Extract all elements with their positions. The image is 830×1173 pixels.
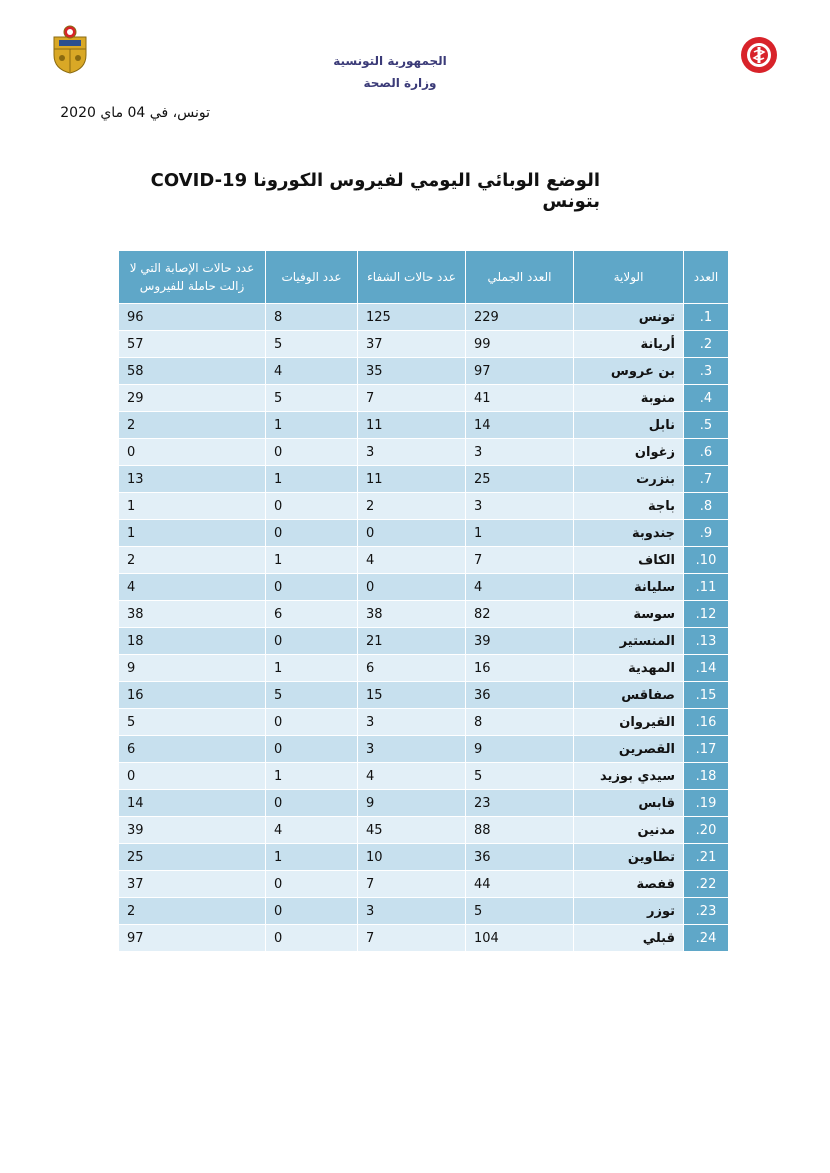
cell-deaths: 1	[266, 547, 358, 574]
cell-recovered: 3	[358, 709, 466, 736]
cell-active: 25	[119, 844, 266, 871]
cell-total: 41	[466, 385, 574, 412]
cell-total: 229	[466, 304, 574, 331]
header-recovered: عدد حالات الشفاء	[358, 251, 466, 304]
cell-index: 13.	[684, 628, 729, 655]
table-row	[119, 493, 729, 520]
header-total: العدد الجملي	[466, 251, 574, 304]
cell-total: 88	[466, 817, 574, 844]
cell-deaths: 1	[266, 844, 358, 871]
cell-total: 5	[466, 763, 574, 790]
cell-index: 14.	[684, 655, 729, 682]
cell-deaths: 5	[266, 331, 358, 358]
table-row	[119, 520, 729, 547]
cell-active: 2	[119, 547, 266, 574]
cell-recovered: 3	[358, 439, 466, 466]
cell-total: 39	[466, 628, 574, 655]
table-row	[119, 385, 729, 412]
cell-total: 4	[466, 574, 574, 601]
cell-active: 58	[119, 358, 266, 385]
cell-total: 9	[466, 736, 574, 763]
cell-governorate: نابل	[574, 412, 684, 439]
cell-recovered: 11	[358, 412, 466, 439]
table-header-row	[119, 251, 729, 304]
cell-governorate: جندوبة	[574, 520, 684, 547]
cell-recovered: 45	[358, 817, 466, 844]
cell-recovered: 11	[358, 466, 466, 493]
cell-deaths: 0	[266, 736, 358, 763]
cell-governorate: سليانة	[574, 574, 684, 601]
cell-governorate: المهدية	[574, 655, 684, 682]
table-row	[119, 304, 729, 331]
cell-active: 4	[119, 574, 266, 601]
cell-deaths: 4	[266, 817, 358, 844]
cell-governorate: سيدي بوزيد	[574, 763, 684, 790]
cell-deaths: 5	[266, 682, 358, 709]
cell-deaths: 0	[266, 520, 358, 547]
cell-index: 16.	[684, 709, 729, 736]
cell-total: 44	[466, 871, 574, 898]
cell-index: 17.	[684, 736, 729, 763]
cell-recovered: 38	[358, 601, 466, 628]
cell-index: 20.	[684, 817, 729, 844]
cell-deaths: 1	[266, 763, 358, 790]
cell-recovered: 15	[358, 682, 466, 709]
cell-active: 1	[119, 520, 266, 547]
cell-governorate: تونس	[574, 304, 684, 331]
cell-recovered: 2	[358, 493, 466, 520]
cell-active: 5	[119, 709, 266, 736]
table-row	[119, 547, 729, 574]
cell-active: 14	[119, 790, 266, 817]
cell-governorate: زغوان	[574, 439, 684, 466]
cell-total: 14	[466, 412, 574, 439]
ministry-health-logo-icon	[740, 36, 778, 74]
cell-total: 25	[466, 466, 574, 493]
cell-active: 13	[119, 466, 266, 493]
table-row	[119, 790, 729, 817]
table-row	[119, 682, 729, 709]
cell-total: 5	[466, 898, 574, 925]
cell-deaths: 0	[266, 439, 358, 466]
table-row	[119, 871, 729, 898]
cell-recovered: 3	[358, 898, 466, 925]
cell-recovered: 0	[358, 574, 466, 601]
cell-recovered: 21	[358, 628, 466, 655]
cell-index: 23.	[684, 898, 729, 925]
cell-deaths: 0	[266, 709, 358, 736]
table-row	[119, 628, 729, 655]
cell-deaths: 0	[266, 574, 358, 601]
table-row	[119, 574, 729, 601]
cell-index: 11.	[684, 574, 729, 601]
cell-recovered: 37	[358, 331, 466, 358]
cell-active: 38	[119, 601, 266, 628]
ministry-name: وزارة الصحة	[363, 76, 437, 90]
cell-deaths: 4	[266, 358, 358, 385]
header-index: العدد	[684, 251, 729, 304]
table-row	[119, 844, 729, 871]
cell-index: 2.	[684, 331, 729, 358]
cell-recovered: 4	[358, 547, 466, 574]
cell-deaths: 0	[266, 493, 358, 520]
cell-deaths: 6	[266, 601, 358, 628]
cell-recovered: 9	[358, 790, 466, 817]
cell-deaths: 0	[266, 898, 358, 925]
cell-index: 15.	[684, 682, 729, 709]
cell-active: 39	[119, 817, 266, 844]
cell-total: 36	[466, 844, 574, 871]
cell-deaths: 8	[266, 304, 358, 331]
cell-total: 36	[466, 682, 574, 709]
cell-index: 6.	[684, 439, 729, 466]
cell-index: 3.	[684, 358, 729, 385]
cell-recovered: 35	[358, 358, 466, 385]
page-title: الوضع الوبائي اليومي لفيروس الكورونا COVID-19 بتونس	[150, 170, 600, 212]
cell-total: 3	[466, 493, 574, 520]
cell-index: 8.	[684, 493, 729, 520]
cell-recovered: 10	[358, 844, 466, 871]
table-row	[119, 412, 729, 439]
table-row	[119, 358, 729, 385]
header-deaths: عدد الوفيات	[266, 251, 358, 304]
cell-governorate: بنزرت	[574, 466, 684, 493]
cell-deaths: 5	[266, 385, 358, 412]
cell-total: 82	[466, 601, 574, 628]
header-active: عدد حالات الإصابة التي لا زالت حاملة للفيروس	[119, 251, 266, 304]
tunisia-coat-of-arms-icon	[50, 25, 90, 75]
cell-index: 9.	[684, 520, 729, 547]
cell-index: 4.	[684, 385, 729, 412]
cell-total: 7	[466, 547, 574, 574]
cell-active: 37	[119, 871, 266, 898]
government-header	[300, 50, 480, 94]
table-row	[119, 925, 729, 952]
cell-governorate: تطاوين	[574, 844, 684, 871]
cell-index: 19.	[684, 790, 729, 817]
cell-active: 97	[119, 925, 266, 952]
table-row	[119, 898, 729, 925]
table-row	[119, 817, 729, 844]
cell-index: 5.	[684, 412, 729, 439]
cell-recovered: 0	[358, 520, 466, 547]
cell-deaths: 0	[266, 925, 358, 952]
cell-index: 18.	[684, 763, 729, 790]
cell-governorate: توزر	[574, 898, 684, 925]
cell-governorate: قابس	[574, 790, 684, 817]
table-row	[119, 601, 729, 628]
cell-index: 1.	[684, 304, 729, 331]
cell-deaths: 1	[266, 655, 358, 682]
cell-active: 96	[119, 304, 266, 331]
cell-governorate: الكاف	[574, 547, 684, 574]
cell-deaths: 1	[266, 412, 358, 439]
cell-deaths: 0	[266, 628, 358, 655]
cell-recovered: 125	[358, 304, 466, 331]
cell-governorate: مدنين	[574, 817, 684, 844]
cell-active: 16	[119, 682, 266, 709]
table-row	[119, 331, 729, 358]
table-body	[119, 304, 729, 952]
cell-governorate: منوبة	[574, 385, 684, 412]
cell-governorate: المنستير	[574, 628, 684, 655]
table-row	[119, 709, 729, 736]
table-row	[119, 655, 729, 682]
cell-index: 10.	[684, 547, 729, 574]
cell-recovered: 7	[358, 385, 466, 412]
cell-recovered: 7	[358, 925, 466, 952]
cell-governorate: صفاقس	[574, 682, 684, 709]
cell-active: 1	[119, 493, 266, 520]
cell-index: 12.	[684, 601, 729, 628]
cell-governorate: قبلي	[574, 925, 684, 952]
table-row	[119, 466, 729, 493]
cell-active: 2	[119, 412, 266, 439]
cell-total: 23	[466, 790, 574, 817]
cell-total: 1	[466, 520, 574, 547]
cell-total: 99	[466, 331, 574, 358]
cell-active: 0	[119, 439, 266, 466]
cell-governorate: قفصة	[574, 871, 684, 898]
cell-recovered: 3	[358, 736, 466, 763]
cell-governorate: القصرين	[574, 736, 684, 763]
document-date: تونس، في 04 ماي 2020	[60, 105, 210, 121]
cell-total: 97	[466, 358, 574, 385]
cell-governorate: أريانة	[574, 331, 684, 358]
cell-active: 57	[119, 331, 266, 358]
country-name: الجمهورية التونسية	[333, 54, 447, 68]
table-row	[119, 439, 729, 466]
cell-index: 22.	[684, 871, 729, 898]
cell-active: 18	[119, 628, 266, 655]
cell-active: 9	[119, 655, 266, 682]
cell-recovered: 6	[358, 655, 466, 682]
cell-total: 8	[466, 709, 574, 736]
cell-total: 3	[466, 439, 574, 466]
cell-total: 16	[466, 655, 574, 682]
cell-governorate: سوسة	[574, 601, 684, 628]
header-governorate: الولاية	[574, 251, 684, 304]
cell-governorate: باجة	[574, 493, 684, 520]
cell-active: 6	[119, 736, 266, 763]
cell-recovered: 7	[358, 871, 466, 898]
table-row	[119, 736, 729, 763]
cell-total: 104	[466, 925, 574, 952]
cell-index: 24.	[684, 925, 729, 952]
covid-stats-table-container	[118, 250, 728, 952]
cell-index: 21.	[684, 844, 729, 871]
cell-deaths: 0	[266, 790, 358, 817]
cell-governorate: بن عروس	[574, 358, 684, 385]
cell-index: 7.	[684, 466, 729, 493]
cell-active: 29	[119, 385, 266, 412]
cell-deaths: 0	[266, 871, 358, 898]
cell-deaths: 1	[266, 466, 358, 493]
table-row	[119, 763, 729, 790]
cell-recovered: 4	[358, 763, 466, 790]
covid-stats-table	[118, 250, 729, 952]
cell-active: 2	[119, 898, 266, 925]
cell-governorate: القيروان	[574, 709, 684, 736]
cell-active: 0	[119, 763, 266, 790]
